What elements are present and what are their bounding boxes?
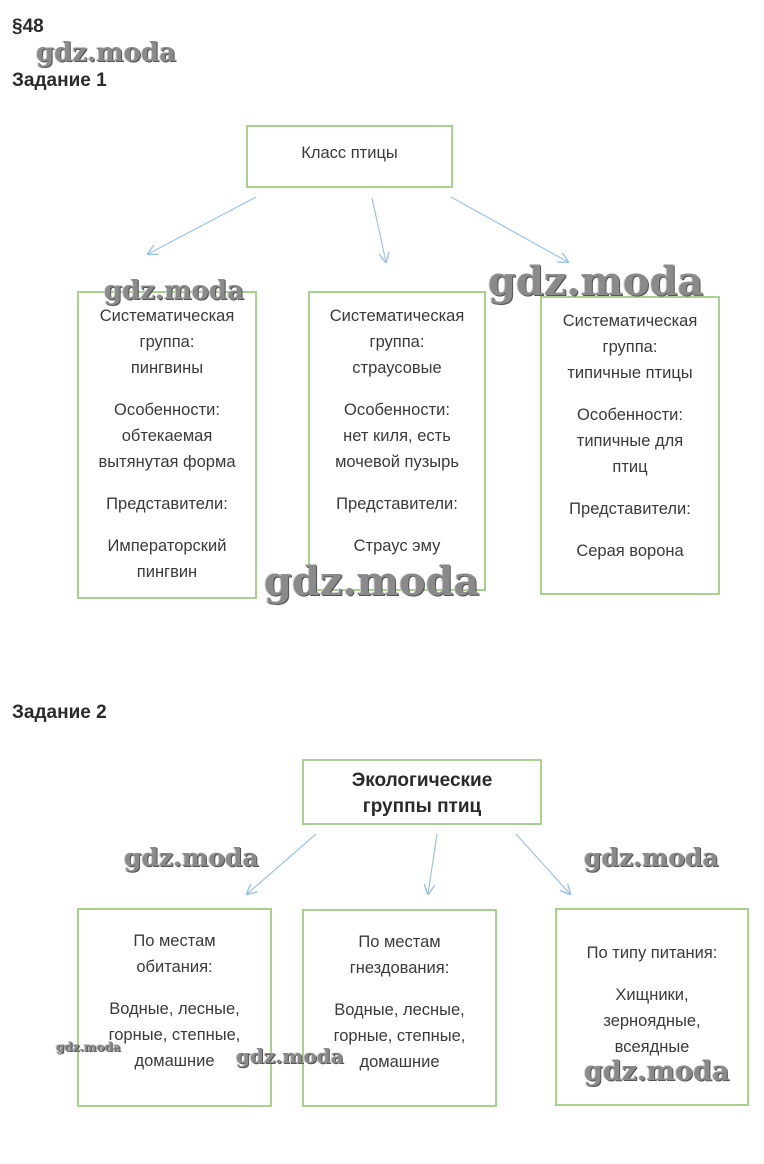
representatives-label: Представители: xyxy=(106,495,228,513)
value-line2: горные, степные, xyxy=(333,1027,466,1045)
arrow-to-nesting xyxy=(428,834,437,894)
features-label: Особенности: xyxy=(114,401,220,419)
watermark: gdz.moda xyxy=(104,276,245,306)
task2-root-line1: Экологические xyxy=(351,770,493,791)
task1-title: Задание 1 xyxy=(12,70,107,91)
arrow-to-ostriches xyxy=(372,198,386,262)
watermark: gdz.moda xyxy=(488,258,704,305)
criterion-line1: По местам xyxy=(133,932,216,950)
arrow-to-typical-birds xyxy=(451,197,568,262)
features-line1: нет киля, есть xyxy=(343,427,451,445)
arrow-to-diet xyxy=(516,834,570,894)
task1-root-label: Класс птицы xyxy=(301,144,398,162)
group-label-line1: Систематическая xyxy=(562,312,698,330)
features-line2: вытянутая форма xyxy=(98,453,236,471)
watermark: gdz.moda xyxy=(36,38,177,68)
section-number: §48 xyxy=(12,16,44,37)
group-label-line2: группа: xyxy=(139,333,195,351)
value-line1: Водные, лесные, xyxy=(334,1001,465,1019)
group-label-line2: группа: xyxy=(602,338,658,356)
watermark: gdz.moda xyxy=(584,1056,730,1087)
group-label-line1: Систематическая xyxy=(99,307,235,325)
representative-line2: пингвин xyxy=(136,563,198,581)
group-label-line1: Систематическая xyxy=(329,307,465,325)
value-line3: всеядные xyxy=(614,1038,690,1056)
value-line3: домашние xyxy=(359,1053,440,1071)
representatives-label: Представители: xyxy=(569,500,691,518)
group-name: пингвины xyxy=(130,359,204,377)
task2-root-line2: группы птиц xyxy=(362,796,482,817)
group-label-line2: группа: xyxy=(369,333,425,351)
features-label: Особенности: xyxy=(577,406,683,424)
criterion-line1: По типу питания: xyxy=(586,944,718,962)
value-line3: домашние xyxy=(134,1052,215,1070)
group-name: страусовые xyxy=(352,359,442,377)
watermark: gdz.moda xyxy=(264,558,480,605)
criterion-line2: обитания: xyxy=(136,958,213,976)
representative-line1: Страус эму xyxy=(353,537,441,555)
representative-line1: Серая ворона xyxy=(576,542,684,560)
criterion-line2: гнездования: xyxy=(349,959,450,977)
features-line2: птиц xyxy=(612,458,648,476)
watermark: gdz.moda xyxy=(236,1044,344,1068)
watermark: gdz.moda xyxy=(124,843,259,872)
watermark: gdz.moda xyxy=(584,843,719,872)
features-line1: обтекаемая xyxy=(121,427,213,445)
watermark: gdz.moda xyxy=(56,1040,121,1054)
value-line1: Хищники, xyxy=(615,986,689,1004)
features-line2: мочевой пузырь xyxy=(335,453,459,471)
group-name: типичные птицы xyxy=(567,364,693,382)
criterion-line1: По местам xyxy=(358,933,441,951)
value-line1: Водные, лесные, xyxy=(109,1000,240,1018)
value-line2: горные, степные, xyxy=(108,1026,241,1044)
features-line1: типичные для xyxy=(576,432,684,450)
arrow-to-penguins xyxy=(148,197,256,254)
representative-line1: Императорский xyxy=(107,537,227,555)
value-line2: зерноядные, xyxy=(603,1012,701,1030)
features-label: Особенности: xyxy=(344,401,450,419)
task2-title: Задание 2 xyxy=(12,702,107,723)
representatives-label: Представители: xyxy=(336,495,458,513)
